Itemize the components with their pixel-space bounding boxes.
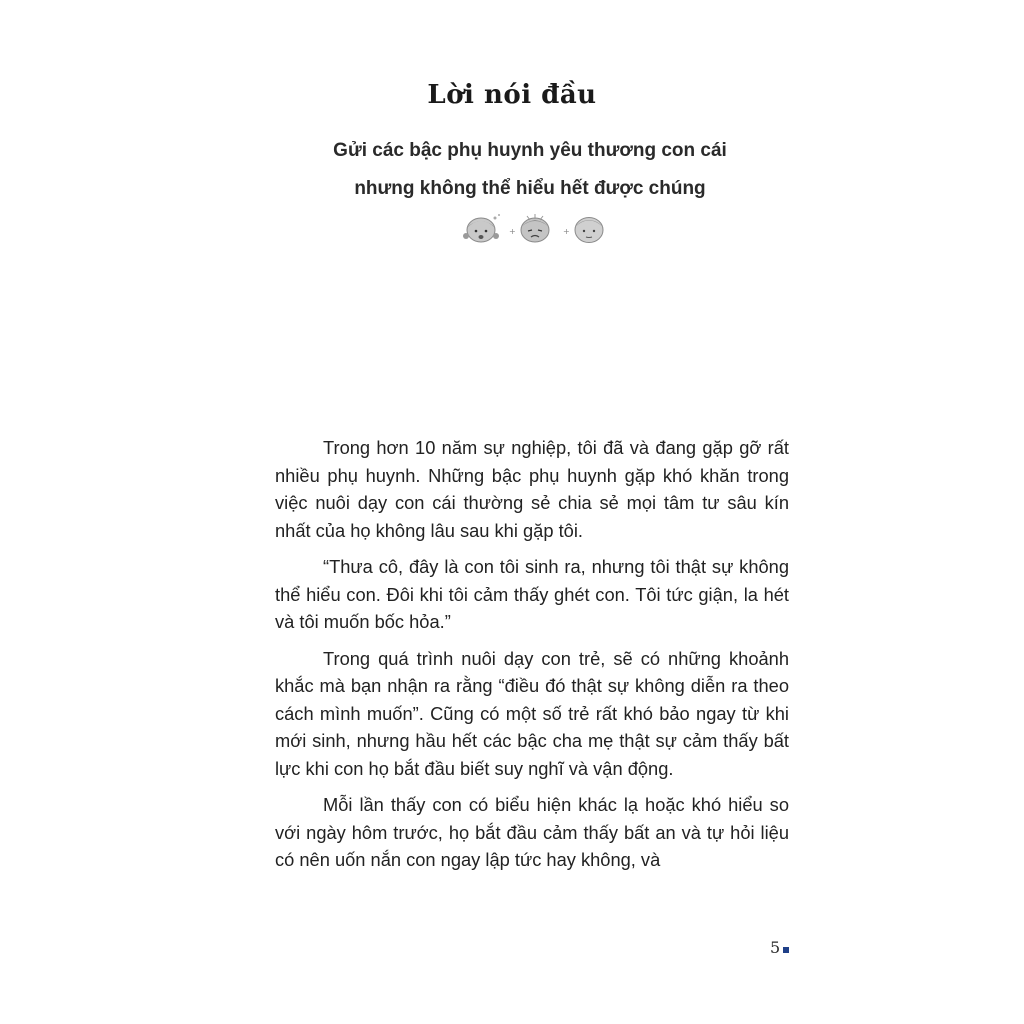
svg-text:+: + xyxy=(563,227,570,236)
page-number: 5 xyxy=(770,938,781,957)
paragraph-3: Trong quá trình nuôi dạy con trẻ, sẽ có những khoảnh khắc mà bạn nhận ra rằng “điều đó thật sự không diễn ra theo cách mình muốn”. Cũng có một số trẻ rất khó bảo ngay từ khi mới sinh, nhưng hầu hết các bậc cha mẹ thật sự cảm thấy bất lực khi con họ bắt đầu biết suy nghĩ và vận động. xyxy=(275,647,789,779)
body-text xyxy=(275,434,789,883)
paragraph-2: “Thưa cô, đây là con tôi sinh ra, nhưng tôi thật sự không thể hiểu con. Đôi khi tôi cảm thấy ghét con. Tôi tức giận, la hét và tôi muốn bốc hỏa.” xyxy=(275,556,789,632)
calm-child-face-icon xyxy=(575,218,603,243)
svg-text:+: + xyxy=(509,227,516,236)
girl-face-icon xyxy=(463,214,500,242)
faces-illustration xyxy=(463,212,608,248)
chapter-title: Lời nói đầu xyxy=(427,80,597,110)
chapter-subtitle-line-2: nhưng không thể hiểu hết được chúng xyxy=(354,178,706,199)
chapter-subtitle-line-1: Gửi các bậc phụ huynh yêu thương con cái xyxy=(333,140,727,161)
paragraph-4: Mỗi lần thấy con có biểu hiện khác lạ hoặc khó hiểu so với ngày hôm trước, họ bắt đầu cảm thấy bất an và tự hỏi liệu có nên uốn nắn con ngay lập tức hay không, và xyxy=(275,794,789,870)
crying-child-face-icon xyxy=(521,214,549,242)
paragraph-1: Trong hơn 10 năm sự nghiệp, tôi đã và đang gặp gỡ rất nhiều phụ huynh. Những bậc phụ huynh gặp khó khăn trong việc nuôi dạy con cái thường sẻ chia sẻ mọi tâm tư sâu kín nhất của họ không lâu sau khi gặp tôi. xyxy=(275,437,789,541)
page-marker xyxy=(783,947,789,953)
